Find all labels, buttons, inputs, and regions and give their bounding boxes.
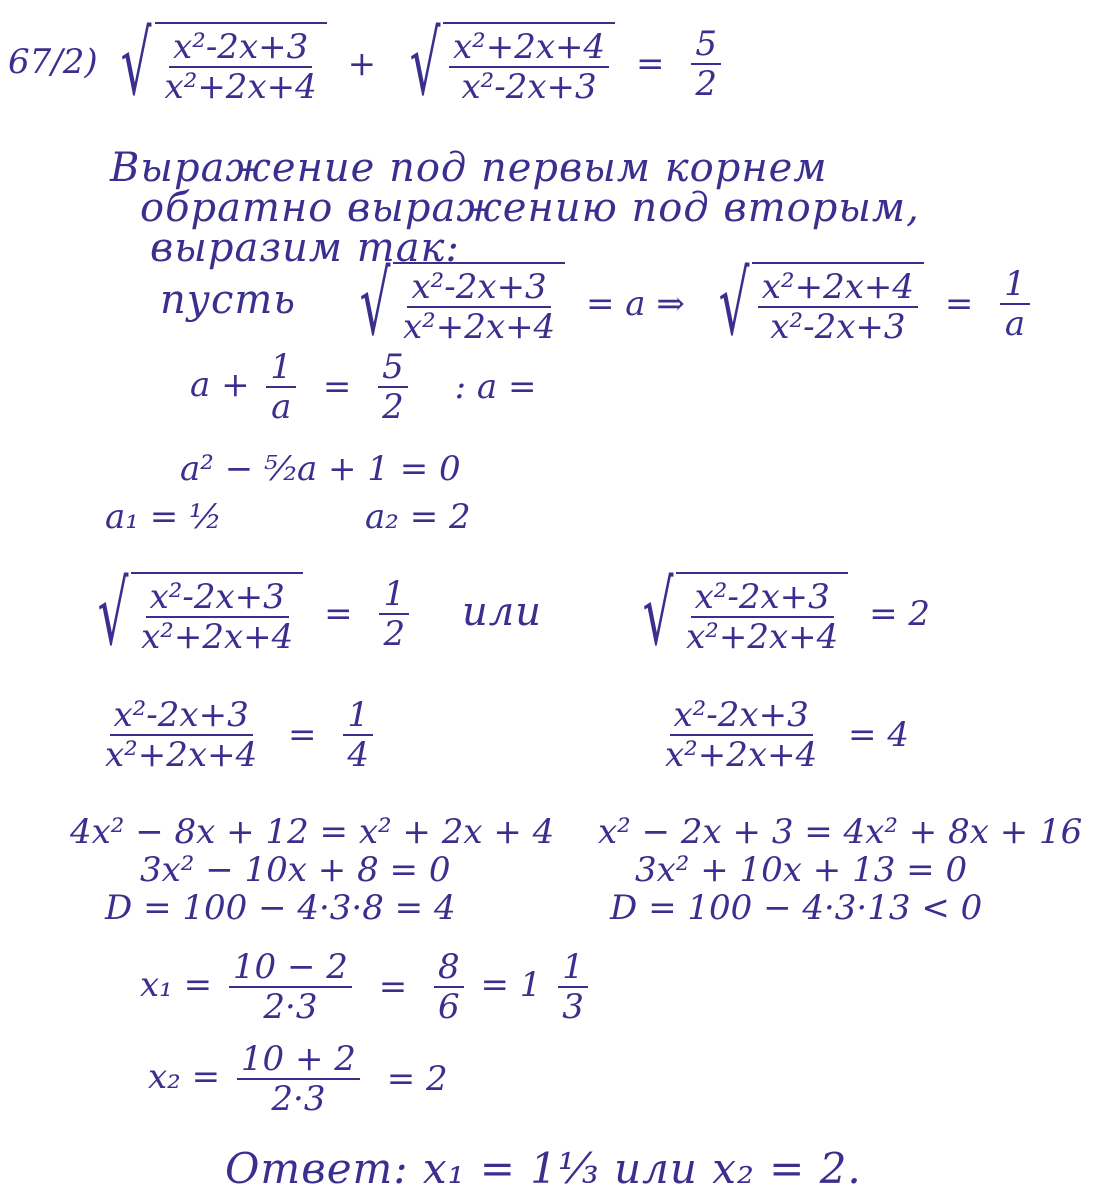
squared-right: $\frac{\text{x²-2x+3}}{\text{x²+2x+4}}$ = 4 <box>665 695 909 775</box>
rhs-denominator: 2 <box>695 63 717 104</box>
right-branch-line-2: 3x² + 10x + 13 = 0 <box>635 850 968 890</box>
left-branch-line-3: D = 100 − 4·3·8 = 4 <box>105 888 456 928</box>
problem-line <box>8 12 727 115</box>
solution-x1: x₁ = $\frac{10 - 2}{2\cdot 3}$ = $\frac{8}{6}$ = 1 $\frac{1}{3}$ <box>140 950 594 1024</box>
let-word: пусть <box>160 276 297 323</box>
left-branch-line-2: 3x² − 10x + 8 = 0 <box>140 850 451 890</box>
case-left-sqrt: √ $\frac{\text{x²-2x+3}}{\text{x²+2x+4}}$ = $\frac{1}{2}$ <box>85 572 415 656</box>
left-branch-line-1: 4x² − 8x + 12 = x² + 2x + 4 <box>70 812 555 852</box>
sub-sqrt-1: √ $\frac{\text{x²-2x+3}}{\text{x²+2x+4}}$ <box>347 262 565 346</box>
plus-sign: + <box>347 43 377 84</box>
sqrt-term-1: √ $\frac{\text{x²-2x+3}}{\text{x²+2x+4}}$ <box>108 22 326 106</box>
explanation-line-2: обратно выражению под вторым, <box>140 185 920 231</box>
substitution-line: пусть √ $\frac{\text{x²-2x+3}}{\text{x²+2x+4}}$ = a ⇒ √ $\frac{\text{x²+2x+4}}{\text{x²-2x+3}}$ = $\frac{1}{a}$ <box>160 262 1036 346</box>
sqrt1-denominator: x²+2x+4 <box>164 66 317 107</box>
or-word: или <box>462 589 542 635</box>
rhs-numerator: 5 <box>691 27 721 65</box>
sqrt2-denominator: x²-2x+3 <box>461 66 597 107</box>
right-branch-line-3: D = 100 − 4·3·13 < 0 <box>610 888 983 928</box>
sqrt-term-2: √ $\frac{\text{x²+2x+4}}{\text{x²-2x+3}}$ <box>397 22 615 106</box>
solution-x2: x₂ = $\frac{10 + 2}{2\cdot 3}$ = 2 <box>148 1039 448 1119</box>
explanation-line-1: Выражение под первым корнем <box>110 145 828 191</box>
sub-sqrt-2: √ $\frac{\text{x²+2x+4}}{\text{x²-2x+3}}$ <box>706 262 924 346</box>
case-right-sqrt: √ $\frac{\text{x²-2x+3}}{\text{x²+2x+4}}$ = 2 <box>642 562 931 665</box>
root-a2: a₂ = 2 <box>365 497 471 537</box>
equation-in-a: a + $\frac{1}{a}$ = $\frac{5}{2}$ : a = <box>190 347 537 427</box>
equals-sign: = <box>636 43 665 84</box>
sqrt1-numerator: x²-2x+3 <box>169 30 312 68</box>
problem-number: 67/2) <box>8 41 98 82</box>
quadratic-in-a: a² − ⁵⁄₂a + 1 = 0 <box>180 449 461 489</box>
sqrt2-numerator: x²+2x+4 <box>449 30 609 68</box>
explanation-line-3: выразим так: <box>150 225 460 271</box>
squared-left: $\frac{\text{x²-2x+3}}{\text{x²+2x+4}}$ = $\frac{1}{4}$ <box>95 698 379 772</box>
equals-a-implies: = a ⇒ <box>586 283 685 324</box>
root-a1: a₁ = ½ <box>105 497 222 537</box>
final-answer: Ответ: x₁ = 1⅓ или x₂ = 2. <box>225 1144 862 1193</box>
right-branch-line-1: x² − 2x + 3 = 4x² + 8x + 16 <box>598 812 1083 852</box>
